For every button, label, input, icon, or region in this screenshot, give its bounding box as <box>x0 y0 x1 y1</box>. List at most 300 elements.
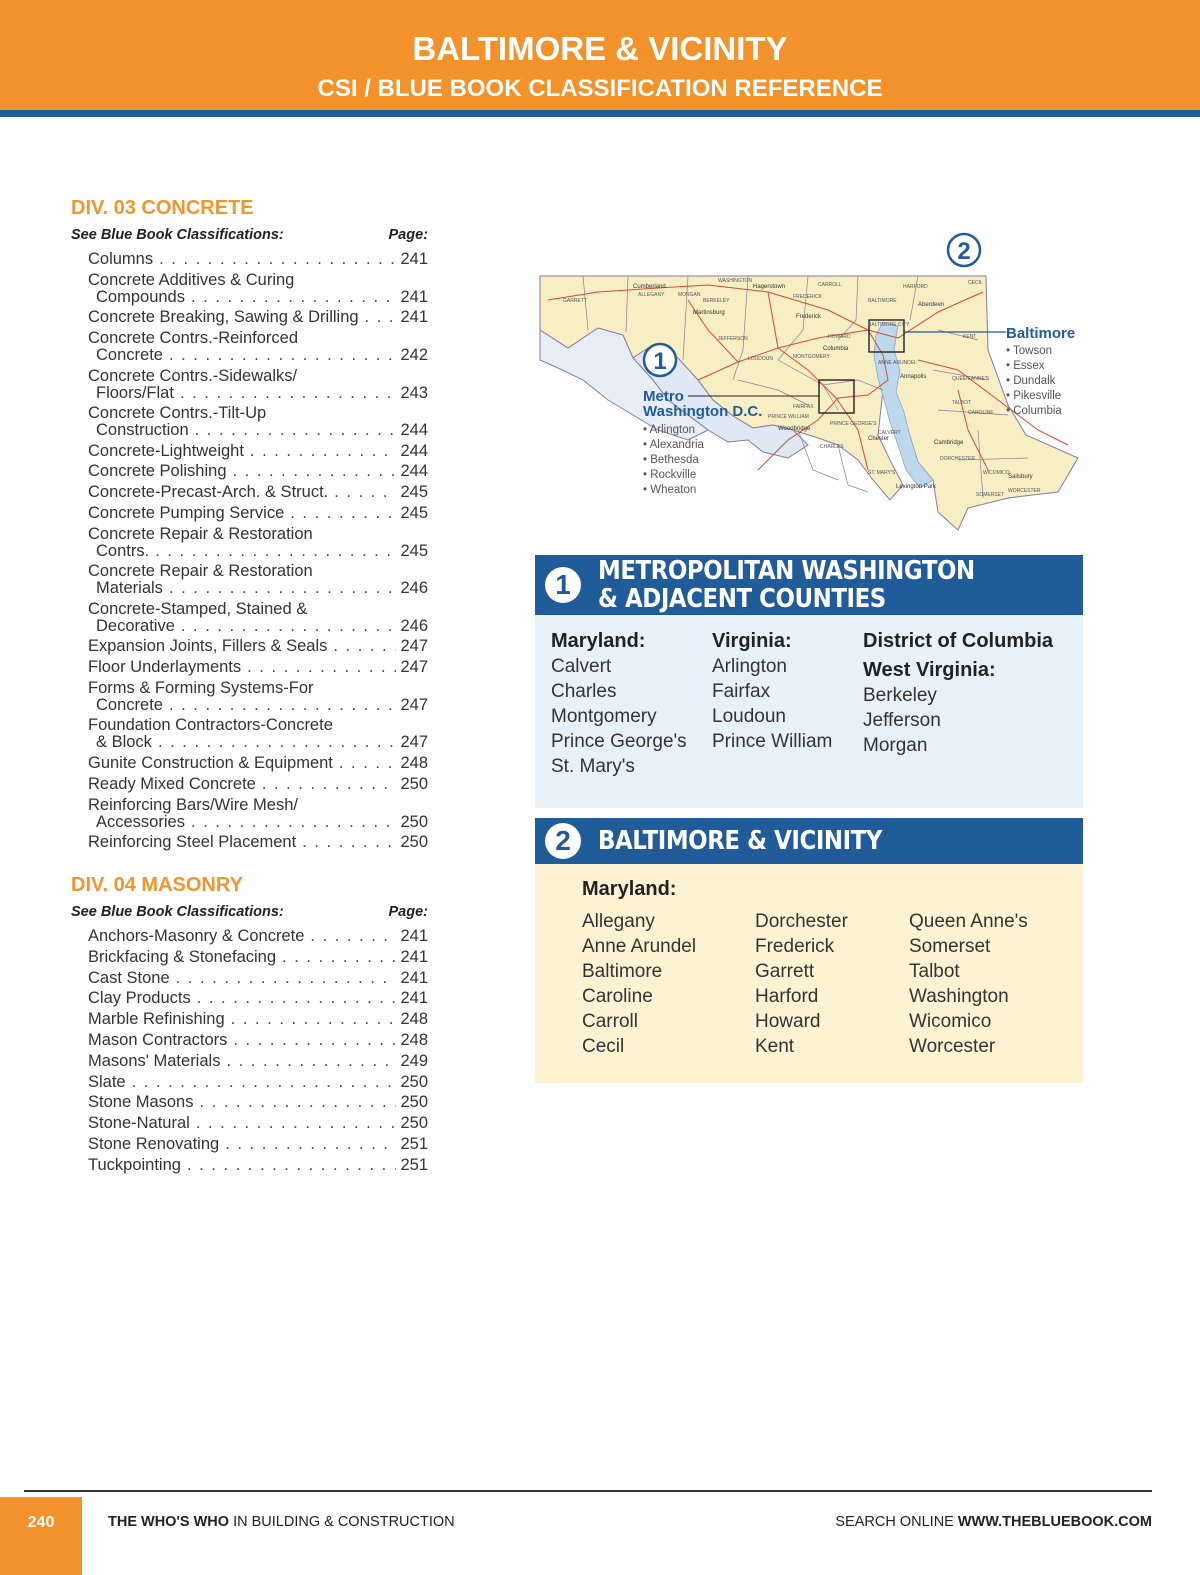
map-county-label: CAROLINE <box>968 410 994 416</box>
map-county-label: CHARLES <box>820 444 844 450</box>
index-entry-line1: Reinforcing Bars/Wire Mesh/ <box>88 795 298 814</box>
index-entry[interactable] <box>88 272 428 306</box>
index-entry-page: 241 <box>400 927 428 945</box>
county-name: Jefferson <box>863 710 941 731</box>
index-entry-label: Brickfacing & Stonefacing <box>88 947 277 966</box>
county-name: Somerset <box>909 936 991 957</box>
index-entry-page: 245 <box>400 504 428 522</box>
index-entry[interactable] <box>88 1157 428 1174</box>
index-entry-row <box>88 659 428 676</box>
index-entry-page: 251 <box>400 1155 428 1174</box>
index-entry-page: 241 <box>400 947 428 966</box>
index-entry-line2: Contrs. <box>96 541 150 560</box>
baltimore-label: Baltimore <box>1006 325 1076 342</box>
dot-leader <box>163 347 397 364</box>
dot-leader <box>256 776 397 793</box>
map-county-label: Salisbury <box>1008 474 1033 480</box>
dot-leader <box>333 755 397 772</box>
map-county-label: Cambridge <box>934 440 964 446</box>
index-entry-line2: Concrete <box>96 695 163 714</box>
map-county-label: JEFFERSON <box>718 336 748 342</box>
box1-body <box>535 615 1083 808</box>
index-entry-label: Slate <box>88 1072 126 1091</box>
index-entry-page: 244 <box>400 421 428 440</box>
map-city: • Columbia <box>1006 404 1062 419</box>
dot-leader <box>191 990 397 1007</box>
box2-column-3 <box>909 909 1028 1059</box>
metro-label-line1: Metro <box>643 388 684 405</box>
index-entry-row <box>88 697 428 714</box>
index-entry-page: 250 <box>400 833 428 851</box>
index-entry[interactable] <box>88 1094 428 1111</box>
county-name: Charles <box>551 681 617 702</box>
index-entry-label: Anchors-Masonry & Concrete <box>88 927 305 945</box>
index-entry-row <box>88 755 428 772</box>
column-heading: Virginia: <box>712 630 792 652</box>
box2-number-badge: 2 <box>545 823 581 859</box>
index-entry[interactable] <box>88 443 428 460</box>
index-entry-row <box>88 776 428 793</box>
county-name: Cecil <box>582 1036 625 1057</box>
map-county-label: WASHINGTON <box>718 278 753 284</box>
map-county-label: ANNE ARUNDEL <box>878 360 917 366</box>
index-entry-page: 250 <box>400 1093 428 1112</box>
county-name: Baltimore <box>582 961 663 982</box>
map-county-label: TALBOT <box>952 400 972 406</box>
index-entry-row <box>88 347 428 364</box>
metro-washington-label <box>643 389 762 419</box>
index-entry-page: 244 <box>400 441 428 460</box>
index-entry[interactable] <box>88 1032 428 1049</box>
index-entry-label: Tuckpointing <box>88 1155 181 1174</box>
page-header <box>0 0 1200 110</box>
index-entry-label: Cast Stone <box>88 968 170 987</box>
dot-leader <box>304 928 396 945</box>
index-entry[interactable] <box>88 405 428 439</box>
dot-leader <box>185 289 396 306</box>
index-entry[interactable] <box>88 505 428 522</box>
index-entry-row <box>88 1011 428 1028</box>
index-entry-label: Stone Masons <box>88 1093 194 1112</box>
county-name: Caroline <box>582 986 653 1007</box>
map-county-label: Columbia <box>823 346 849 352</box>
index-entry-page: 248 <box>400 1031 428 1049</box>
div04-see-label: See Blue Book Classifications: <box>71 904 284 920</box>
index-entry[interactable] <box>88 1053 428 1070</box>
dot-leader <box>284 505 396 522</box>
index-entry[interactable] <box>88 563 428 597</box>
county-name: Frederick <box>755 936 835 957</box>
index-entry[interactable] <box>88 309 428 326</box>
county-name: Garrett <box>755 961 815 982</box>
maryland-map <box>538 230 1083 540</box>
index-entry-row <box>88 814 428 831</box>
box1-column-virginia <box>712 629 832 754</box>
box2-column-1 <box>582 909 696 1059</box>
index-entry[interactable] <box>88 928 428 945</box>
map-county-label: CALVERT <box>878 430 901 436</box>
index-entry-label: Floor Underlayments <box>88 658 242 677</box>
index-entry[interactable] <box>88 797 428 831</box>
index-entry-row <box>88 1053 428 1070</box>
map-county-label: ALLEGANY <box>638 292 665 298</box>
map-county-label: HARFORD <box>903 284 928 290</box>
county-name: Morgan <box>863 735 928 756</box>
box1-column-dc-wv <box>863 629 1053 758</box>
map-county-label: DORCHESTER <box>940 456 976 462</box>
index-entry-page: 245 <box>400 483 428 502</box>
map-county-label: MORGAN <box>678 292 701 298</box>
map-city: • Pikesville <box>1006 389 1062 404</box>
box2-header <box>535 818 1083 864</box>
dot-leader <box>327 638 396 655</box>
index-entry-row <box>88 543 428 560</box>
map-county-label: WORCESTER <box>1008 488 1041 494</box>
index-entry-row <box>88 949 428 966</box>
index-entry-line1: Concrete Additives & Curing <box>88 270 295 289</box>
index-entry-line1: Concrete Contrs.-Tilt-Up <box>88 404 267 423</box>
index-entry-row <box>88 618 428 635</box>
footer-website-link[interactable]: WWW.THEBLUEBOOK.COM <box>957 1514 1152 1530</box>
county-name: Queen Anne's <box>909 911 1028 932</box>
map-county-label: QUEEN ANNE'S <box>952 376 990 382</box>
map-county-label: LOUDOUN <box>748 356 774 362</box>
index-entry-row <box>88 443 428 460</box>
page-title: BALTIMORE & VICINITY <box>412 30 788 67</box>
column-heading: District of Columbia <box>863 630 1054 652</box>
map-county-label: Hagerstown <box>753 284 786 290</box>
map-county-label: Chester <box>868 436 890 442</box>
map-county-label: BALTIMORE <box>868 298 897 304</box>
box1-title-line2: & ADJACENT COUNTIES <box>598 584 886 614</box>
dot-leader <box>163 580 397 597</box>
index-entry-label: Concrete Pumping Service <box>88 504 285 522</box>
map-county-label: BERKELEY <box>703 298 730 304</box>
index-entry-line2: Floors/Flat <box>96 383 174 402</box>
county-name: Fairfax <box>712 681 771 702</box>
div04-see-row <box>71 904 428 920</box>
column-heading: West Virginia: <box>863 659 996 681</box>
footer-publication-bold: THE WHO'S WHO <box>108 1514 230 1530</box>
index-entry-line2: Construction <box>96 421 189 440</box>
map-county-label: MONTGOMERY <box>793 354 830 360</box>
dot-leader <box>174 385 397 402</box>
dot-leader <box>359 309 397 326</box>
index-entry[interactable] <box>88 1011 428 1028</box>
box2-heading: Maryland: <box>582 878 677 900</box>
index-entry-row <box>88 289 428 306</box>
county-name: Arlington <box>712 656 787 677</box>
index-entry-label: Ready Mixed Concrete <box>88 774 256 793</box>
index-entry[interactable] <box>88 970 428 987</box>
index-entry-page: 241 <box>400 250 428 268</box>
map-county-label: Woodbridge <box>778 426 811 432</box>
index-entry-label: Gunite Construction & Equipment <box>88 753 333 772</box>
index-entry-row <box>88 1136 428 1153</box>
map-county-label: KENT <box>963 334 977 340</box>
box1-number-badge: 1 <box>545 567 581 603</box>
index-entry-label: Reinforcing Steel Placement <box>88 833 297 851</box>
page-number: 240 <box>0 1497 82 1575</box>
index-entry-line2: Decorative <box>96 616 175 635</box>
dot-leader <box>185 814 397 831</box>
dot-leader <box>181 1157 397 1174</box>
county-name: Prince George's <box>551 731 687 752</box>
dot-leader <box>175 618 397 635</box>
county-name: Howard <box>755 1011 821 1032</box>
index-entry-page: 244 <box>400 462 428 481</box>
footer-publication <box>108 1514 455 1530</box>
county-name: Wicomico <box>909 1011 992 1032</box>
index-entry-page: 247 <box>400 695 428 714</box>
index-entry-page: 248 <box>400 753 428 772</box>
county-name: Loudoun <box>712 706 786 727</box>
index-entry-line1: Concrete Contrs.-Reinforced <box>88 329 299 348</box>
index-entry-page: 245 <box>400 541 428 560</box>
dot-leader <box>276 949 396 966</box>
county-name: Kent <box>755 1036 795 1057</box>
index-entry-label: Mason Contractors <box>88 1031 228 1049</box>
dot-leader <box>241 659 396 676</box>
index-entry[interactable] <box>88 680 428 714</box>
box1-title-line1: METROPOLITAN WASHINGTON <box>598 556 975 586</box>
box2-heading-wrap <box>582 877 676 902</box>
index-entry-page: 248 <box>400 1010 428 1029</box>
index-entry[interactable] <box>88 776 428 793</box>
map-county-label: PRINCE WILLIAM <box>768 414 809 420</box>
page-subtitle: CSI / BLUE BOOK CLASSIFICATION REFERENCE <box>317 75 883 102</box>
index-entry-line1: Concrete-Stamped, Stained & <box>88 599 308 618</box>
index-entry[interactable] <box>88 990 428 1007</box>
map-county-label: CARROLL <box>818 282 842 288</box>
index-entry-label: Expansion Joints, Fillers & Seals <box>88 637 328 656</box>
index-entry-label: Marble Refinishing <box>88 1010 225 1029</box>
footer-publication-rest: IN BUILDING & CONSTRUCTION <box>229 1514 455 1530</box>
dot-leader <box>193 1094 396 1111</box>
box2-column-2 <box>755 909 848 1059</box>
dot-leader <box>153 251 396 268</box>
index-entry-label: Concrete-Precast-Arch. & Struct. <box>88 483 329 502</box>
county-name: Harford <box>755 986 819 1007</box>
index-entry-line1: Concrete Repair & Restoration <box>88 562 313 581</box>
map-county-label: WICOMICO <box>983 470 1010 476</box>
dot-leader <box>190 1115 397 1132</box>
index-entry-label: Masons' Materials <box>88 1051 221 1070</box>
region-map <box>538 230 1083 540</box>
dot-leader <box>152 734 397 751</box>
county-name: St. Mary's <box>551 756 635 777</box>
index-entry[interactable] <box>88 484 428 501</box>
dot-leader <box>296 834 396 851</box>
dot-leader <box>149 543 396 560</box>
map-city: • Essex <box>1006 359 1062 374</box>
index-entry-label: Stone Renovating <box>88 1135 220 1153</box>
index-entry-label: Clay Products <box>88 989 191 1008</box>
footer-search-label: SEARCH ONLINE <box>835 1514 958 1530</box>
index-entry-page: 250 <box>400 1114 428 1133</box>
index-entry-row <box>88 385 428 402</box>
dot-leader <box>225 1011 397 1028</box>
index-entry-line1: Concrete Repair & Restoration <box>88 524 313 543</box>
map-county-label: SOMERSET <box>976 492 1005 498</box>
metro-city-list <box>643 423 704 498</box>
index-entry-line2: Materials <box>96 579 163 598</box>
county-name: Prince William <box>712 731 833 752</box>
div03-see-label: See Blue Book Classifications: <box>71 227 284 243</box>
footer-rule <box>24 1490 1152 1492</box>
index-entry-row <box>88 1094 428 1111</box>
dot-leader <box>227 463 397 480</box>
index-entry-page: 251 <box>400 1135 428 1153</box>
index-entry-row <box>88 251 428 268</box>
map-county-label: HOWARD <box>828 334 851 340</box>
county-name: Worcester <box>909 1036 996 1057</box>
index-entry-page: 241 <box>400 287 428 306</box>
index-entry-page: 243 <box>400 383 428 402</box>
map-city: • Alexandria <box>643 438 704 453</box>
index-entry-page: 249 <box>400 1051 428 1070</box>
index-entry-line2: Compounds <box>96 287 185 306</box>
index-entry-row <box>88 1032 428 1049</box>
index-entry-label: Columns <box>88 250 154 268</box>
div03-page-label: Page: <box>388 227 428 243</box>
map-county-label: BALTIMORE CITY <box>868 322 910 328</box>
index-entry-row <box>88 422 428 439</box>
index-entry[interactable] <box>88 638 428 655</box>
dot-leader <box>189 422 397 439</box>
index-entry[interactable] <box>88 834 428 851</box>
map-county-label: Lexington Park <box>896 484 937 490</box>
index-entry[interactable] <box>88 330 428 364</box>
index-entry-line2: Concrete <box>96 346 163 365</box>
county-name: Anne Arundel <box>582 936 697 957</box>
map-city: • Towson <box>1006 344 1062 359</box>
map-county-label: Martinsburg <box>693 310 725 316</box>
county-name: Berkeley <box>863 685 937 706</box>
column-heading: Maryland: <box>551 630 646 652</box>
header-rule <box>0 110 1200 117</box>
index-entry-line1: Concrete Contrs.-Sidewalks/ <box>88 366 298 385</box>
map-city: • Wheaton <box>643 483 704 498</box>
map-county-label: ST. MARY'S <box>868 470 896 476</box>
county-name: Allegany <box>582 911 655 932</box>
index-entry-row <box>88 309 428 326</box>
county-name: Dorchester <box>755 911 848 932</box>
map-city: • Arlington <box>643 423 704 438</box>
index-entry-row <box>88 990 428 1007</box>
index-entry-row <box>88 1115 428 1132</box>
index-entry[interactable] <box>88 717 428 751</box>
dot-leader <box>219 1136 396 1153</box>
box1-header <box>535 555 1083 615</box>
index-entry-page: 241 <box>400 989 428 1008</box>
index-entry[interactable] <box>88 368 428 402</box>
index-entry-page: 241 <box>400 968 428 987</box>
index-entry[interactable] <box>88 463 428 480</box>
index-entry[interactable] <box>88 601 428 635</box>
div04-page-label: Page: <box>388 904 428 920</box>
county-name: Carroll <box>582 1011 638 1032</box>
index-entry-row <box>88 734 428 751</box>
index-entry-row <box>88 1157 428 1174</box>
dot-leader <box>328 484 396 501</box>
dot-leader <box>220 1053 396 1070</box>
box2-title: BALTIMORE & VICINITY <box>598 826 882 856</box>
dot-leader <box>170 970 397 987</box>
index-entry-row <box>88 638 428 655</box>
metro-label-line2: Washington D.C. <box>643 403 763 420</box>
index-entry[interactable] <box>88 659 428 676</box>
map-marker-1-number: 1 <box>653 348 667 375</box>
map-county-label: Aberdeen <box>918 302 945 308</box>
index-entry-line2: & Block <box>96 733 152 752</box>
index-entry-page: 246 <box>400 579 428 598</box>
index-entry-label: Concrete Breaking, Sawing & Drilling <box>88 308 359 327</box>
index-entry[interactable] <box>88 1074 428 1091</box>
index-entry[interactable] <box>88 251 428 268</box>
index-entry-row <box>88 580 428 597</box>
index-entry-label: Concrete Polishing <box>88 462 227 481</box>
index-entry-page: 246 <box>400 616 428 635</box>
county-name: Calvert <box>551 656 612 677</box>
index-entry-line1: Forms & Forming Systems-For <box>88 678 314 697</box>
index-entry-label: Concrete-Lightweight <box>88 441 244 460</box>
index-entry-row <box>88 1074 428 1091</box>
index-entry-page: 242 <box>400 346 428 365</box>
index-entry[interactable] <box>88 755 428 772</box>
map-marker-2-number: 2 <box>957 238 971 265</box>
index-entry-page: 250 <box>400 1072 428 1091</box>
map-county-label: FREDERICK <box>793 294 822 300</box>
dot-leader <box>163 697 397 714</box>
index-entry-row <box>88 484 428 501</box>
index-entry[interactable] <box>88 1136 428 1153</box>
index-entry-label: Stone-Natural <box>88 1114 190 1133</box>
div03-heading: DIV. 03 CONCRETE <box>71 197 254 219</box>
index-entry-row <box>88 928 428 945</box>
index-entry-row <box>88 463 428 480</box>
map-county-label: PRINCE GEORGE'S <box>830 421 877 427</box>
map-county-label: Cumberland <box>633 284 666 290</box>
index-entry-line1: Foundation Contractors-Concrete <box>88 716 333 735</box>
index-entry-line2: Accessories <box>96 812 185 831</box>
map-county-label: CECIL <box>968 280 983 286</box>
index-entry-row <box>88 834 428 851</box>
map-county-label: GARRETT <box>563 298 587 304</box>
index-entry-page: 247 <box>400 733 428 752</box>
div03-see-row <box>71 227 428 243</box>
county-name: Washington <box>909 986 1009 1007</box>
index-entry[interactable] <box>88 1115 428 1132</box>
county-name: Talbot <box>909 961 960 982</box>
index-entry-page: 241 <box>400 308 428 327</box>
div04-heading: DIV. 04 MASONRY <box>71 874 243 896</box>
dot-leader <box>227 1032 396 1049</box>
map-city: • Dundalk <box>1006 374 1062 389</box>
map-marker-2 <box>948 234 980 266</box>
map-city: • Bethesda <box>643 453 704 468</box>
index-entry-page: 247 <box>400 658 428 677</box>
index-entry[interactable] <box>88 526 428 560</box>
footer-website <box>835 1514 1152 1530</box>
index-entry-page: 250 <box>400 812 428 831</box>
index-entry[interactable] <box>88 949 428 966</box>
dot-leader <box>126 1074 397 1091</box>
dot-leader <box>244 443 397 460</box>
county-name: Montgomery <box>551 706 657 727</box>
index-entry-page: 247 <box>400 637 428 656</box>
map-county-label: Annapolis <box>900 374 927 380</box>
